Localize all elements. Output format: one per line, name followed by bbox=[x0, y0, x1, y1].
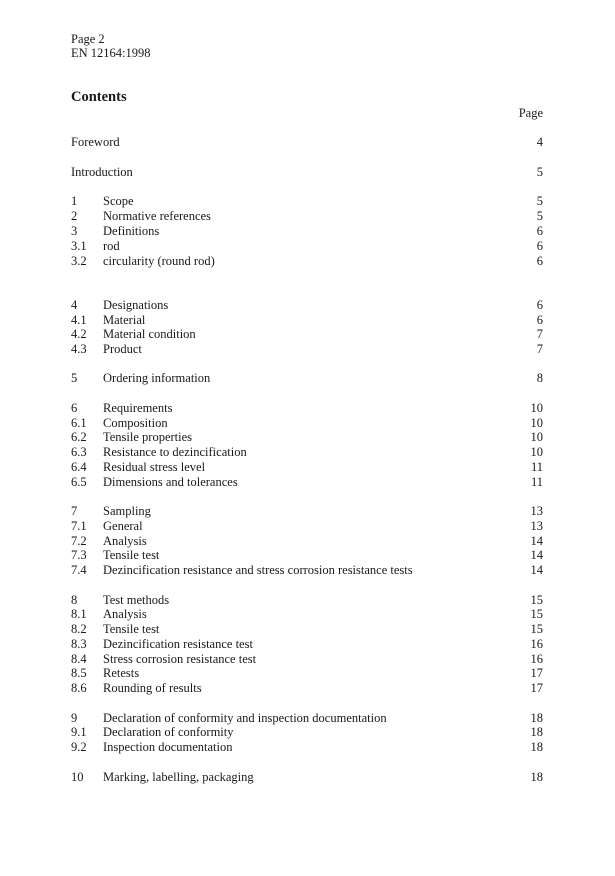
toc-entry-title: Composition bbox=[103, 416, 168, 430]
toc-entry-title: Analysis bbox=[103, 534, 147, 548]
toc-entry bbox=[71, 313, 543, 328]
toc-entry-page: 18 bbox=[530, 770, 543, 784]
toc-entry bbox=[71, 725, 543, 740]
toc-entry-number: 6.2 bbox=[71, 430, 87, 444]
toc-entry-number: 7.3 bbox=[71, 548, 87, 562]
toc-entry-number: 9 bbox=[71, 711, 78, 725]
toc-entry-page: 10 bbox=[530, 445, 543, 459]
toc-entry-page: 13 bbox=[530, 504, 543, 518]
toc-entry-number: 6.1 bbox=[71, 416, 87, 430]
toc-entry-page: 18 bbox=[530, 740, 543, 754]
toc-entry-title: Product bbox=[103, 342, 142, 356]
toc-entry-title: Marking, labelling, packaging bbox=[103, 770, 254, 784]
toc-entry-page: 7 bbox=[536, 342, 543, 356]
toc-entry-page: 6 bbox=[536, 254, 543, 268]
toc-entry-number: 8.5 bbox=[71, 666, 87, 680]
toc-entry-title: Residual stress level bbox=[103, 460, 206, 474]
toc-entry-number: 7.2 bbox=[71, 534, 87, 548]
toc-entry-number: 8.1 bbox=[71, 607, 87, 621]
toc-entry-title: Requirements bbox=[103, 401, 173, 415]
toc-entry-title: rod bbox=[103, 239, 120, 253]
toc-entry-number: 7.4 bbox=[71, 563, 87, 577]
toc-entry-page: 5 bbox=[536, 209, 543, 223]
toc-entry-page: 7 bbox=[536, 327, 543, 341]
toc-entry-number: 3 bbox=[71, 224, 78, 238]
toc-entry bbox=[71, 504, 543, 519]
toc-entry-number: 1 bbox=[71, 194, 78, 208]
toc-entry bbox=[71, 298, 543, 313]
toc-entry-number: 8.4 bbox=[71, 652, 87, 666]
toc-entry bbox=[71, 371, 543, 386]
toc-entry bbox=[71, 711, 543, 726]
toc-entry-page: 16 bbox=[530, 652, 543, 666]
toc-entry-title: Material condition bbox=[103, 327, 196, 341]
toc-entry-page: 6 bbox=[536, 224, 543, 238]
toc-entry bbox=[71, 652, 543, 667]
toc-entry bbox=[71, 239, 543, 254]
toc-entry-title: circularity (round rod) bbox=[103, 254, 215, 268]
toc-entry-page: 6 bbox=[536, 239, 543, 253]
toc-entry bbox=[71, 519, 543, 534]
toc-entry-title: Resistance to dezincification bbox=[103, 445, 247, 459]
toc-entry-page: 18 bbox=[530, 711, 543, 725]
toc-entry bbox=[71, 666, 543, 681]
toc-entry-page: 10 bbox=[530, 416, 543, 430]
toc-entry bbox=[71, 770, 543, 785]
toc-entry-page: 10 bbox=[530, 401, 543, 415]
contents-title: Contents bbox=[71, 89, 127, 105]
toc-entry-number: 4.3 bbox=[71, 342, 87, 356]
toc-entry bbox=[71, 475, 543, 490]
toc-entry-page: 14 bbox=[530, 563, 543, 577]
toc-entry-title: Designations bbox=[103, 298, 169, 312]
toc-entry-title: Scope bbox=[103, 194, 134, 208]
toc-entry-number: 6.4 bbox=[71, 460, 87, 474]
toc-entry-title: Dimensions and tolerances bbox=[103, 475, 238, 489]
toc-entry-number: 6 bbox=[71, 401, 78, 415]
toc-entry-title: Ordering information bbox=[103, 371, 211, 385]
toc-entry-number: 2 bbox=[71, 209, 78, 223]
toc-entry-title: Definitions bbox=[103, 224, 160, 238]
toc-entry bbox=[71, 135, 543, 150]
toc-entry-title: Tensile test bbox=[103, 548, 160, 562]
toc-entry-number: 4.1 bbox=[71, 313, 87, 327]
toc-entry bbox=[71, 209, 543, 224]
toc-entry-title: Rounding of results bbox=[103, 681, 202, 695]
toc-entry-number: 8.2 bbox=[71, 622, 87, 636]
toc-entry-title: Material bbox=[103, 313, 146, 327]
toc-entry-title: Declaration of conformity and inspection documentation bbox=[103, 711, 387, 725]
toc-entry bbox=[71, 607, 543, 622]
toc-entry-page: 5 bbox=[536, 165, 543, 179]
toc-entry-number: 3.2 bbox=[71, 254, 87, 268]
toc-entry-page: 5 bbox=[536, 194, 543, 208]
toc-entry-number: 10 bbox=[71, 770, 84, 784]
toc-entry bbox=[71, 342, 543, 357]
toc-entry-page: 17 bbox=[530, 666, 543, 680]
toc-entry-page: 8 bbox=[536, 371, 543, 385]
toc-entry-title: Tensile properties bbox=[103, 430, 193, 444]
toc-entry-number: 4.2 bbox=[71, 327, 87, 341]
toc-entry-page: 4 bbox=[536, 135, 543, 149]
toc-entry-page: 14 bbox=[530, 548, 543, 562]
toc-entry-number: 8.6 bbox=[71, 681, 87, 695]
toc-entry-page: 18 bbox=[530, 725, 543, 739]
toc-entry-page: 15 bbox=[530, 622, 543, 636]
toc-entry-page: 17 bbox=[530, 681, 543, 695]
toc-entry-page: 6 bbox=[536, 298, 543, 312]
toc-entry-number: 7 bbox=[71, 504, 78, 518]
toc-entry-page: 10 bbox=[530, 430, 543, 444]
toc-entry bbox=[71, 622, 543, 637]
toc-entry-number: 9.1 bbox=[71, 725, 87, 739]
toc-entry bbox=[71, 593, 543, 608]
toc-entry-number: 3.1 bbox=[71, 239, 87, 253]
toc-entry-title: Dezincification resistance test bbox=[103, 637, 253, 651]
toc-entry bbox=[71, 740, 543, 755]
toc-entry-title: Test methods bbox=[103, 593, 170, 607]
toc-entry bbox=[71, 534, 543, 549]
toc-entry bbox=[71, 637, 543, 652]
toc-entry-number: 4 bbox=[71, 298, 78, 312]
toc-entry-page: 11 bbox=[530, 460, 543, 474]
toc-entry bbox=[71, 194, 543, 209]
toc-entry-number: 8 bbox=[71, 593, 78, 607]
toc-entry bbox=[71, 563, 543, 578]
toc-entry-title: Introduction bbox=[71, 165, 133, 179]
toc-entry-title: Tensile test bbox=[103, 622, 160, 636]
toc-entry bbox=[71, 254, 543, 269]
toc-entry bbox=[71, 681, 543, 696]
toc-entry-number: 9.2 bbox=[71, 740, 87, 754]
toc-entry-page: 15 bbox=[530, 593, 543, 607]
toc-entry-number: 7.1 bbox=[71, 519, 87, 533]
toc-entry-page: 6 bbox=[536, 313, 543, 327]
toc-entry-page: 15 bbox=[530, 607, 543, 621]
toc-entry-page: 16 bbox=[530, 637, 543, 651]
toc-entry-number: 8.3 bbox=[71, 637, 87, 651]
toc-entry-number: 6.5 bbox=[71, 475, 87, 489]
toc-entry-title: General bbox=[103, 519, 143, 533]
toc-entry-number: 5 bbox=[71, 371, 78, 385]
toc-entry bbox=[71, 165, 543, 180]
toc-entry-page: 11 bbox=[530, 475, 543, 489]
page-number: Page 2 bbox=[71, 32, 105, 46]
toc-entry bbox=[71, 327, 543, 342]
toc-entry-number: 6.3 bbox=[71, 445, 87, 459]
toc-entry-title: Declaration of conformity bbox=[103, 725, 234, 739]
toc-entry bbox=[71, 548, 543, 563]
toc-entry bbox=[71, 460, 543, 475]
toc-entry-title: Inspection documentation bbox=[103, 740, 233, 754]
toc-entry-title: Analysis bbox=[103, 607, 147, 621]
toc-entry bbox=[71, 445, 543, 460]
toc-entry bbox=[71, 401, 543, 416]
toc-entry bbox=[71, 416, 543, 431]
toc-entry-title: Stress corrosion resistance test bbox=[103, 652, 257, 666]
toc-entry bbox=[71, 224, 543, 239]
toc-entry bbox=[71, 430, 543, 445]
toc-entry-title: Normative references bbox=[103, 209, 211, 223]
toc-entry-title: Foreword bbox=[71, 135, 120, 149]
toc-entry-title: Sampling bbox=[103, 504, 151, 518]
page-column-label: Page bbox=[518, 106, 543, 120]
toc-entry-page: 13 bbox=[530, 519, 543, 533]
toc-entry-title: Retests bbox=[103, 666, 140, 680]
toc-entry-title: Dezincification resistance and stress corrosion resistance tests bbox=[103, 563, 413, 577]
standard-reference: EN 12164:1998 bbox=[71, 46, 151, 60]
toc-entry-page: 14 bbox=[530, 534, 543, 548]
